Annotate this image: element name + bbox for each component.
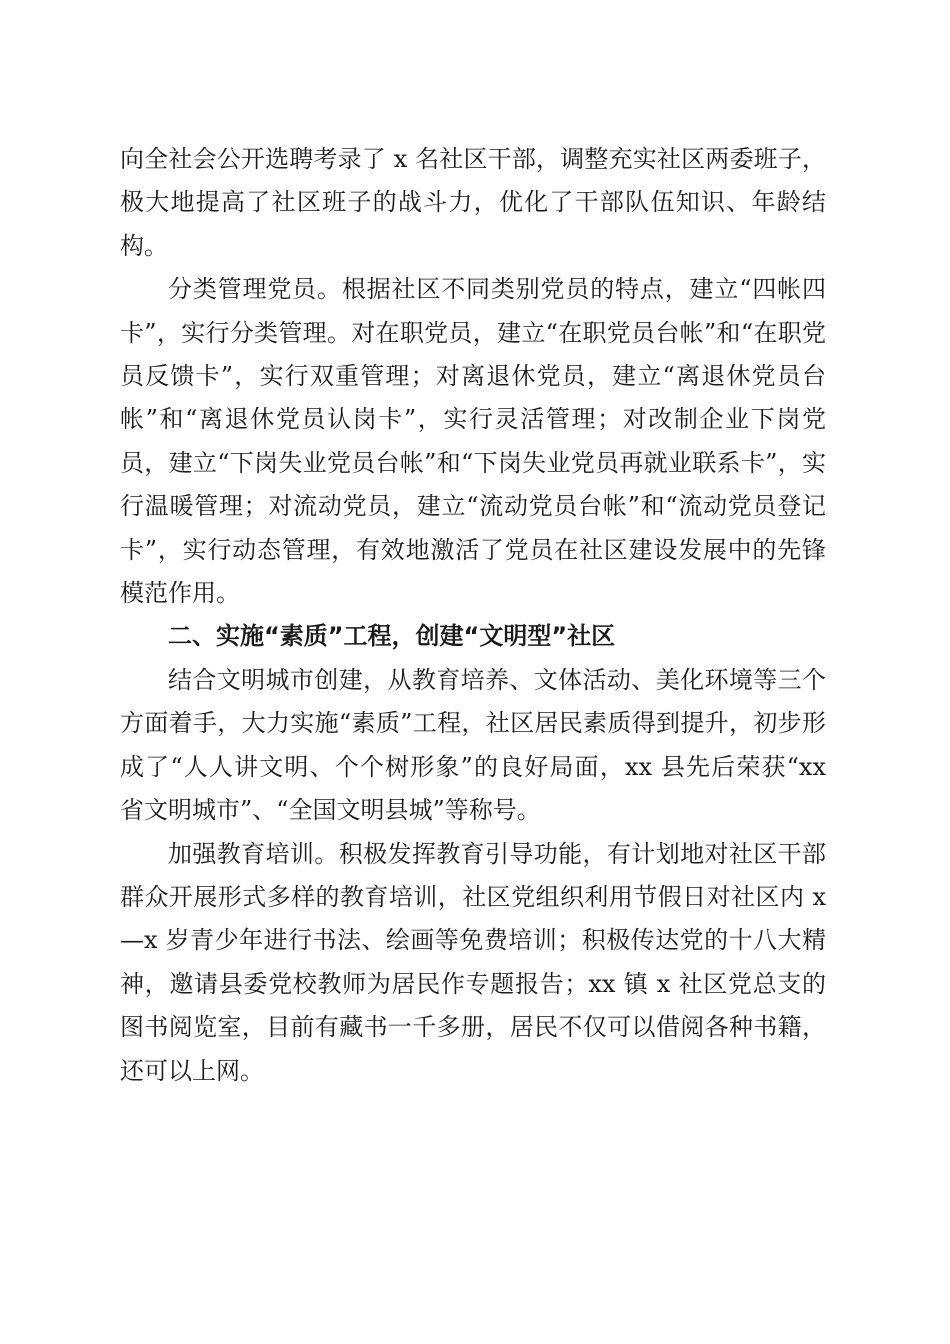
section-heading: 二、实施“素质”工程，创建“文明型”社区 <box>168 622 616 651</box>
document-body <box>120 138 826 1093</box>
paragraph-education-training: 加强教育培训。积极发挥教育引导功能，有计划地对社区干部群众开展形式多样的教育培训，社区党组织利用节假日对社区内 x—x 岁青少年进行书法、绘画等免费培训；积极传达党的十八大精神，邀请县委党校教师为居民作专题报告；xx 镇 x 社区党总支的图书阅览室，目前有藏书一千多册，居民不仅可以借阅各种书籍，还可以上网。 <box>120 839 826 1085</box>
paragraph-continued: 向全社会公开选聘考录了 x 名社区干部，调整充实社区两委班子，极大地提高了社区班子的战斗力，优化了干部队伍知识、年龄结构。 <box>120 145 826 260</box>
paragraph-classified-party-member-management: 分类管理党员。根据社区不同类别党员的特点，建立“四帐四卡”，实行分类管理。对在职党员，建立“在职党员台帐”和“在职党员反馈卡”，实行双重管理；对离退休党员，建立“离退休党员台帐”和“离退休党员认岗卡”，实行灵活管理；对改制企业下岗党员，建立“下岗失业党员台帐”和“下岗失业党员再就业联系卡”，实行温暖管理；对流动党员，建立“流动党员台帐”和“流动党员登记卡”，实行动态管理，有效地激活了党员在社区建设发展中的先锋模范作用。 <box>120 275 826 608</box>
paragraph-civilization-creation: 结合文明城市创建，从教育培养、文体活动、美化环境等三个方面着手，大力实施“素质”工程，社区居民素质得到提升，初步形成了“人人讲文明、个个树形象”的良好局面，xx 县先后荣获“xx 省文明城市”、“全国文明县城”等称号。 <box>120 665 826 825</box>
